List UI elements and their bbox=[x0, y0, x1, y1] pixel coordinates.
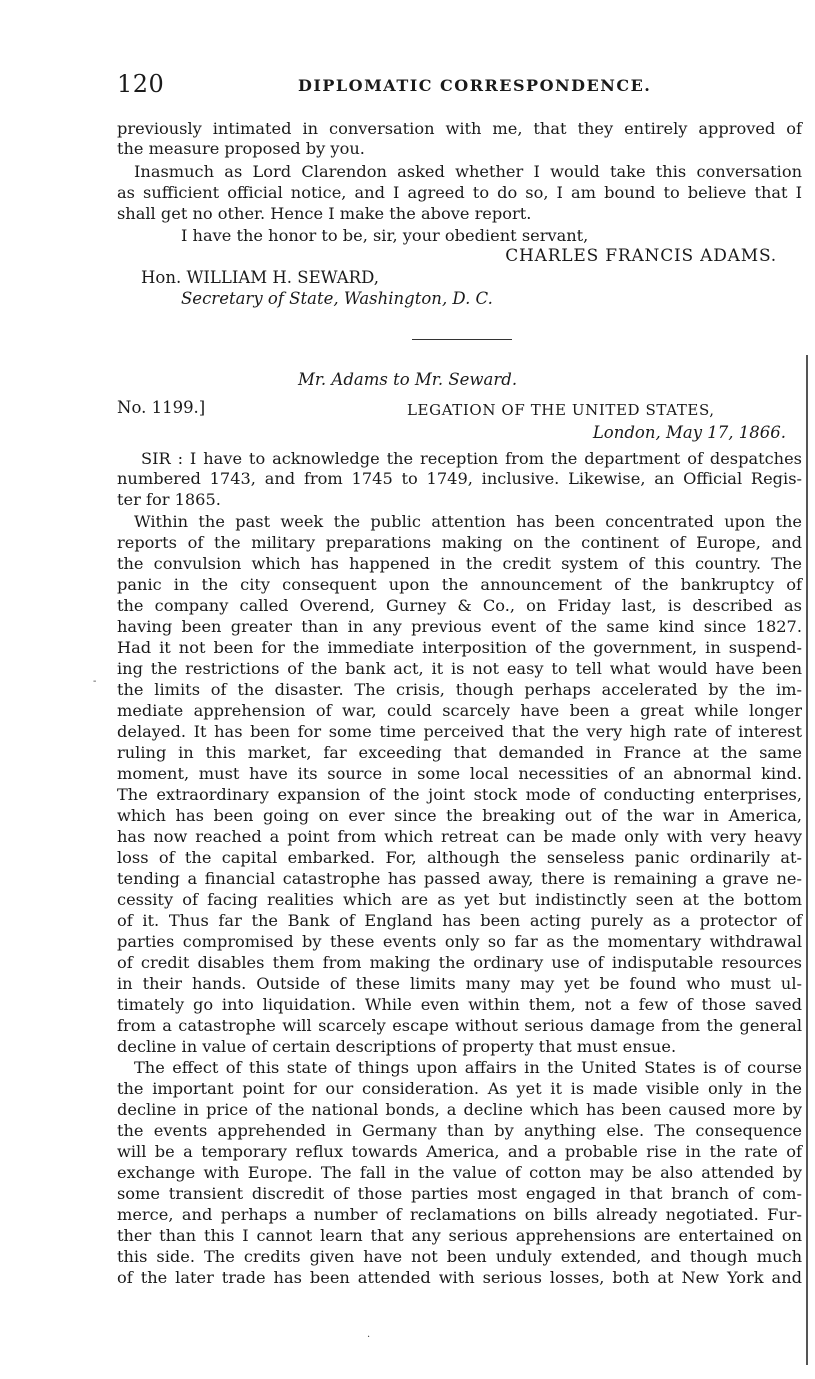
text-line: decline in price of the national bonds, a decline which has been caused more by bbox=[117, 1100, 802, 1119]
text-line: SIR : I have to acknowledge the reception from the department of despatches bbox=[141, 449, 802, 468]
text-line: Inasmuch as Lord Clarendon asked whether I would take this conversation bbox=[134, 162, 802, 181]
text-line: in their hands. Outside of these limits many may yet be found who must ul- bbox=[117, 974, 802, 993]
text-line: The extraordinary expansion of the joint stock mode of conducting enterprises, bbox=[117, 785, 802, 804]
addressee-name: Hon. WILLIAM H. SEWARD, bbox=[141, 268, 379, 287]
text-line: loss of the capital embarked. For, although the senseless panic ordinarily at- bbox=[117, 848, 802, 867]
dateline: London, May 17, 1866. bbox=[592, 423, 786, 442]
text-line: as sufficient official notice, and I agreed to do so, I am bound to believe that I bbox=[117, 183, 802, 202]
text-line: tending a financial catastrophe has passed away, there is remaining a grave ne- bbox=[117, 869, 802, 888]
text-line: exchange with Europe. The fall in the value of cotton may be also attended by bbox=[117, 1163, 802, 1182]
text-line: shall get no other. Hence I make the above report. bbox=[117, 204, 532, 223]
page-number: 120 bbox=[117, 70, 165, 98]
text-line: having been greater than in any previous event of the same kind since 1827. bbox=[117, 617, 802, 636]
text-line: which has been going on ever since the breaking out of the war in America, bbox=[117, 806, 802, 825]
text-line: decline in value of certain descriptions of property that must ensue. bbox=[117, 1037, 677, 1056]
text-line: Had it not been for the immediate interposition of the government, in suspend- bbox=[117, 638, 802, 657]
text-line: timately go into liquidation. While even within them, not a few of those saved bbox=[117, 995, 802, 1014]
letter-heading: Mr. Adams to Mr. Seward. bbox=[297, 370, 518, 389]
letter-number: No. 1199.] bbox=[117, 398, 206, 417]
text-line: mediate apprehension of war, could scarcely have been a great while longer bbox=[117, 701, 802, 720]
addressee-title: Secretary of State, Washington, D. C. bbox=[181, 289, 493, 308]
specks: · bbox=[367, 1332, 371, 1343]
text-line: of it. Thus far the Bank of England has been acting purely as a protector of bbox=[117, 911, 802, 930]
text-line: panic in the city consequent upon the announcement of the bankruptcy of bbox=[117, 575, 802, 594]
text-line: this side. The credits given have not been unduly extended, and though much bbox=[117, 1247, 802, 1266]
page-edge-shadow bbox=[806, 355, 808, 1365]
text-line: will be a temporary reflux towards America, and a probable rise in the rate of bbox=[117, 1142, 802, 1161]
text-line: the company called Overend, Gurney & Co., on Friday last, is described as bbox=[117, 596, 802, 615]
legation-heading: LEGATION OF THE UNITED STATES, bbox=[407, 401, 715, 419]
text-line: moment, must have its source in some local necessities of an abnormal kind. bbox=[117, 764, 802, 783]
text-line: ing the restrictions of the bank act, it is not easy to tell what would have been bbox=[117, 659, 802, 678]
text-line: the important point for our consideration. As yet it is made visible only in the bbox=[117, 1079, 802, 1098]
text-line: of the later trade has been attended with serious losses, both at New York and bbox=[117, 1268, 802, 1287]
text-line: has now reached a point from which retreat can be made only with very heavy bbox=[117, 827, 802, 846]
text-line: previously intimated in conversation with me, that they entirely approved of bbox=[117, 119, 802, 138]
text-line: parties compromised by these events only so far as the momentary withdrawal bbox=[117, 932, 802, 951]
text-line: the convulsion which has happened in the credit system of this country. The bbox=[117, 554, 802, 573]
text-line: the limits of the disaster. The crisis, though perhaps accelerated by the im- bbox=[117, 680, 802, 699]
text-line: from a catastrophe will scarcely escape without serious damage from the general bbox=[117, 1016, 802, 1035]
text-line: the events apprehended in Germany than by anything else. The consequence bbox=[117, 1121, 802, 1140]
text-line: ter for 1865. bbox=[117, 490, 221, 509]
text-line: ruling in this market, far exceeding that demanded in France at the same bbox=[117, 743, 802, 762]
text-line: ther than this I cannot learn that any serious apprehensions are entertained on bbox=[117, 1226, 802, 1245]
text-line: the measure proposed by you. bbox=[117, 139, 365, 158]
text-line: numbered 1743, and from 1745 to 1749, inclusive. Likewise, an Official Regis- bbox=[117, 469, 802, 488]
closing-line: I have the honor to be, sir, your obedient servant, bbox=[181, 226, 589, 245]
text-line: some transient discredit of those parties most engaged in that branch of com- bbox=[117, 1184, 802, 1203]
text-line: of credit disables them from making the ordinary use of indisputable resources bbox=[117, 953, 802, 972]
text-line: cessity of facing realities which are as yet but indistinctly seen at the bottom bbox=[117, 890, 802, 909]
text-line: Within the past week the public attention has been concentrated upon the bbox=[134, 512, 802, 531]
text-line: delayed. It has been for some time perceived that the very high rate of interest bbox=[117, 722, 802, 741]
section-divider bbox=[412, 339, 512, 340]
text-line: reports of the military preparations making on the continent of Europe, and bbox=[117, 533, 802, 552]
margin-mark: - bbox=[93, 676, 97, 687]
running-title: DIPLOMATIC CORRESPONDENCE. bbox=[298, 76, 652, 95]
signature: CHARLES FRANCIS ADAMS. bbox=[505, 246, 777, 266]
text-line: The effect of this state of things upon affairs in the United States is of course bbox=[134, 1058, 802, 1077]
text-line: merce, and perhaps a number of reclamations on bills already negotiated. Fur- bbox=[117, 1205, 802, 1224]
